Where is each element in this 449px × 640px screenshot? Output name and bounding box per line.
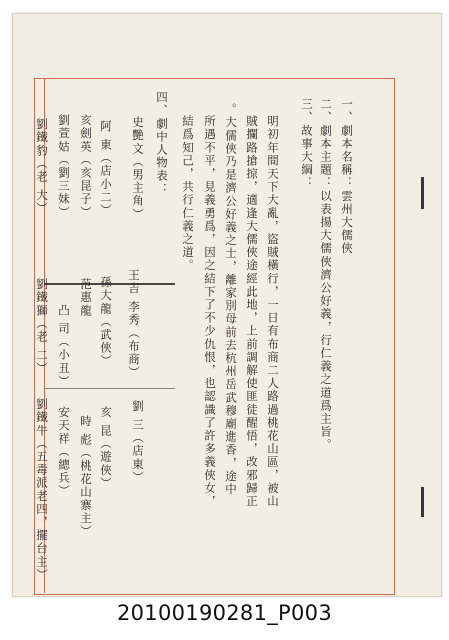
character-cell: 亥劍英（亥昆子） [79,114,93,219]
character-cell: 劉萱姑（劉三妹） [57,114,71,219]
character-cell: 凸 司（小丑） [57,304,71,388]
document-page [12,13,442,597]
row-divider [45,388,175,389]
story-line-1: 明初年間天下大亂，盜賊橫行，一日有布商二人路過桃花山區，被山 [266,115,280,508]
binding-mark [421,177,424,209]
character-cell: 劉鐵豹（老 大） [35,118,49,215]
character-cell: 安天祥（總兵） [57,406,71,498]
section-4-heading: 四、劇中人物表： [155,91,169,196]
character-cell: 孫大龍（武俠） [99,276,113,368]
story-line-3: 。大儒俠乃是濟公好義之士，離家別母前去杭州岳武穆廟進香，途中 [224,103,238,496]
character-cell: 劉鐵獅（老 二） [35,278,49,375]
character-cell: 阿 東（店小二） [99,120,113,217]
character-cell: 劉鐵牛（五毒派老四，擺台主） [35,398,49,582]
character-cell: 亥 昆（遊俠） [99,406,113,490]
character-cell: 時 彪（桃花山寨主） [79,415,93,539]
section-1-title: 一、劇本名稱：雲州大儒俠 [340,98,354,256]
story-line-4: 所遇不平，見義勇爲，因之結下了不少仇恨，也認識了許多義俠女， [203,115,217,508]
binding-mark [421,487,424,517]
archive-id-caption: 20100190281_P003 [116,601,332,625]
section-2-theme: 二、劇本主題：以表揚大儒俠濟公好義，行仁義之道爲主旨。 [319,98,333,452]
character-cell: 王吉 李秀（布商） [127,269,141,380]
character-cell: 史艷文（男主角） [131,116,145,221]
character-cell: 范惠龍 [79,278,93,318]
section-3-heading: 三、故事大綱： [300,98,314,190]
story-line-5: 結爲知己，共行仁義之道。 [181,115,195,273]
character-cell: 劉 三（店東） [131,400,145,484]
story-line-2: 賊攔路搶掠，適逢大儒俠途經此地，上前調解使匪徒醒悟，改邪歸正 [245,115,259,508]
